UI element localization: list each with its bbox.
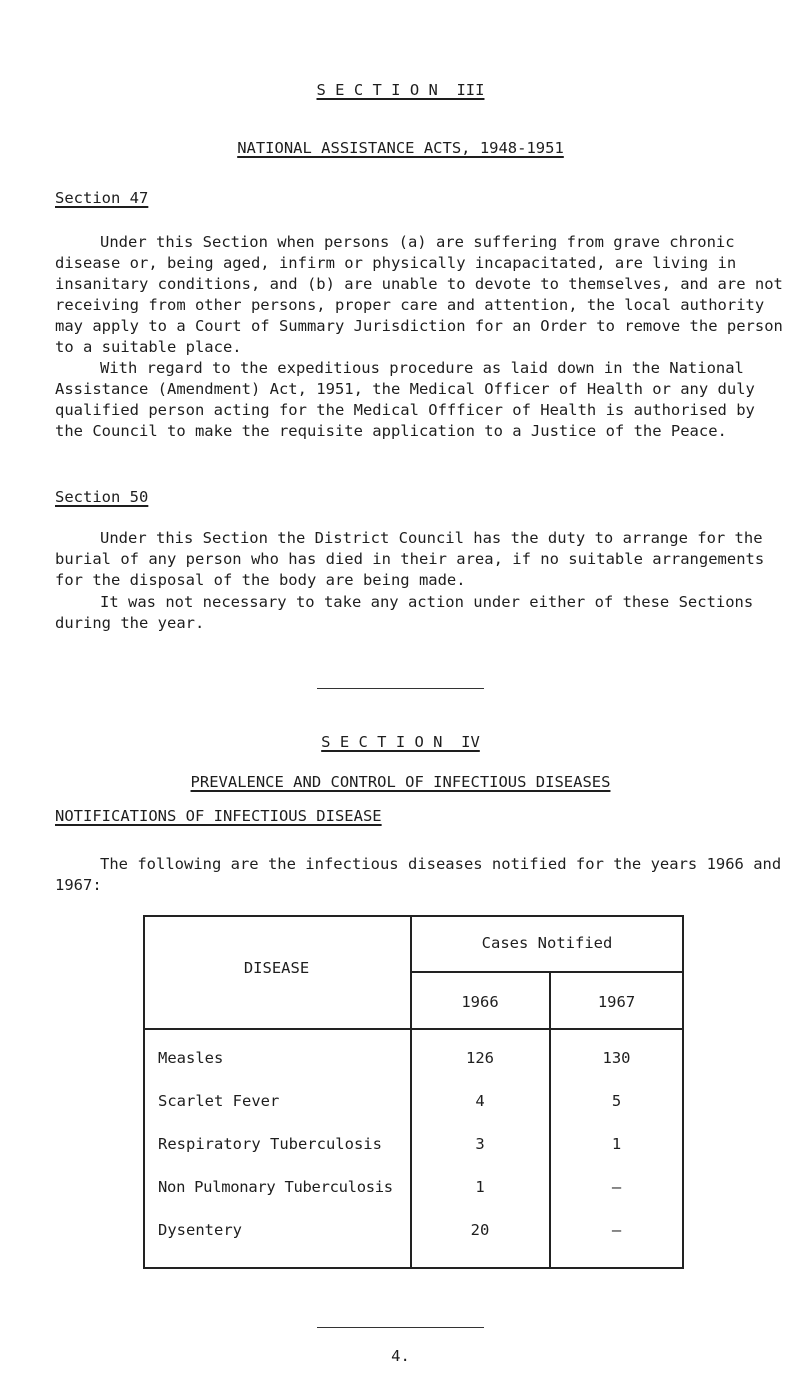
table-cell-1966: 20	[470, 1221, 490, 1239]
table-cell-1966: 1	[475, 1178, 485, 1196]
section-iv-heading-text: S E C T I O N IV	[321, 733, 480, 751]
section-iii-heading	[0, 80, 801, 101]
table-cell-1967: –	[611, 1221, 622, 1239]
table-header-divider	[410, 971, 684, 973]
table-top-border	[143, 915, 684, 917]
national-assistance-subheading-text: NATIONAL ASSISTANCE ACTS, 1948-1951	[237, 139, 564, 157]
table-cell-1966: 126	[466, 1049, 494, 1067]
section-50-paragraph-1: Under this Section the District Council has the duty to arrange for the burial of any person who has died in their area, if no suitable arrangements for the disposal of the body are being made.	[55, 529, 765, 589]
table-cell-1967: 5	[611, 1092, 622, 1110]
section-50-paragraph-2: It was not necessary to take any action under either of these Sections during the year.	[55, 593, 754, 632]
table-header-bottom-border	[143, 1028, 684, 1030]
section-iii-heading-text: S E C T I O N III	[316, 81, 485, 99]
table-cell-1967: –	[611, 1178, 622, 1196]
table-cell-1967: 1	[611, 1135, 622, 1153]
table-cell-1966: 4	[475, 1092, 485, 1110]
section-50-title	[55, 487, 148, 508]
notifications-intro: The following are the infectious diseases notified for the years 1966 and 1967:	[55, 855, 782, 894]
section-47-paragraph-1: Under this Section when persons (a) are suffering from grave chronic disease or, being aged, infirm or physically incapacitated, are living in insanitary conditions, and (b) are unable to devote to themselves, and are not receiving from other persons, proper care and attention, the local authority may apply to a Court of Summary Jurisdiction for an Order to remove the person to a suitable place.	[55, 233, 783, 356]
prevalence-subheading	[0, 772, 801, 793]
prevalence-subheading-text: PREVALENCE AND CONTROL OF INFECTIOUS DISEASES	[190, 773, 611, 791]
bottom-divider	[317, 1327, 484, 1328]
section-47-paragraph-2: With regard to the expeditious procedure as laid down in the National Assistance (Amendment) Act, 1951, the Medical Officer of Health or any duly qualified person acting for the Medical Offficer of Health is authorised by the Council to make the requisite application to a Justice of the Peace.	[55, 359, 755, 440]
section-iv-heading	[0, 732, 801, 753]
notifications-title-text: NOTIFICATIONS OF INFECTIOUS DISEASE	[55, 807, 382, 825]
table-bottom-border	[143, 1267, 684, 1269]
table-cell-disease: Respiratory Tuberculosis	[158, 1135, 382, 1153]
table-cell-1967: 130	[602, 1049, 631, 1067]
table-cell-1966: 3	[475, 1135, 485, 1153]
page-number: 4.	[391, 1347, 410, 1365]
table-header-cases-notified: Cases Notified	[481, 934, 613, 952]
national-assistance-subheading	[0, 138, 801, 159]
section-47-title-text: Section 47	[55, 189, 149, 207]
notifications-title	[55, 806, 382, 827]
table-header-1967: 1967	[597, 993, 636, 1011]
table-header-disease: DISEASE	[243, 959, 310, 977]
section-47-title	[55, 188, 148, 209]
table-cell-disease: Measles	[158, 1049, 224, 1067]
table-cell-disease: Dysentery	[158, 1221, 242, 1239]
table-cell-disease: Non Pulmonary Tuberculosis	[158, 1178, 393, 1196]
table-header-1966: 1966	[461, 993, 499, 1011]
section-50-title-text: Section 50	[55, 488, 149, 506]
table-cell-disease: Scarlet Fever	[158, 1092, 280, 1110]
section-divider	[317, 688, 484, 689]
